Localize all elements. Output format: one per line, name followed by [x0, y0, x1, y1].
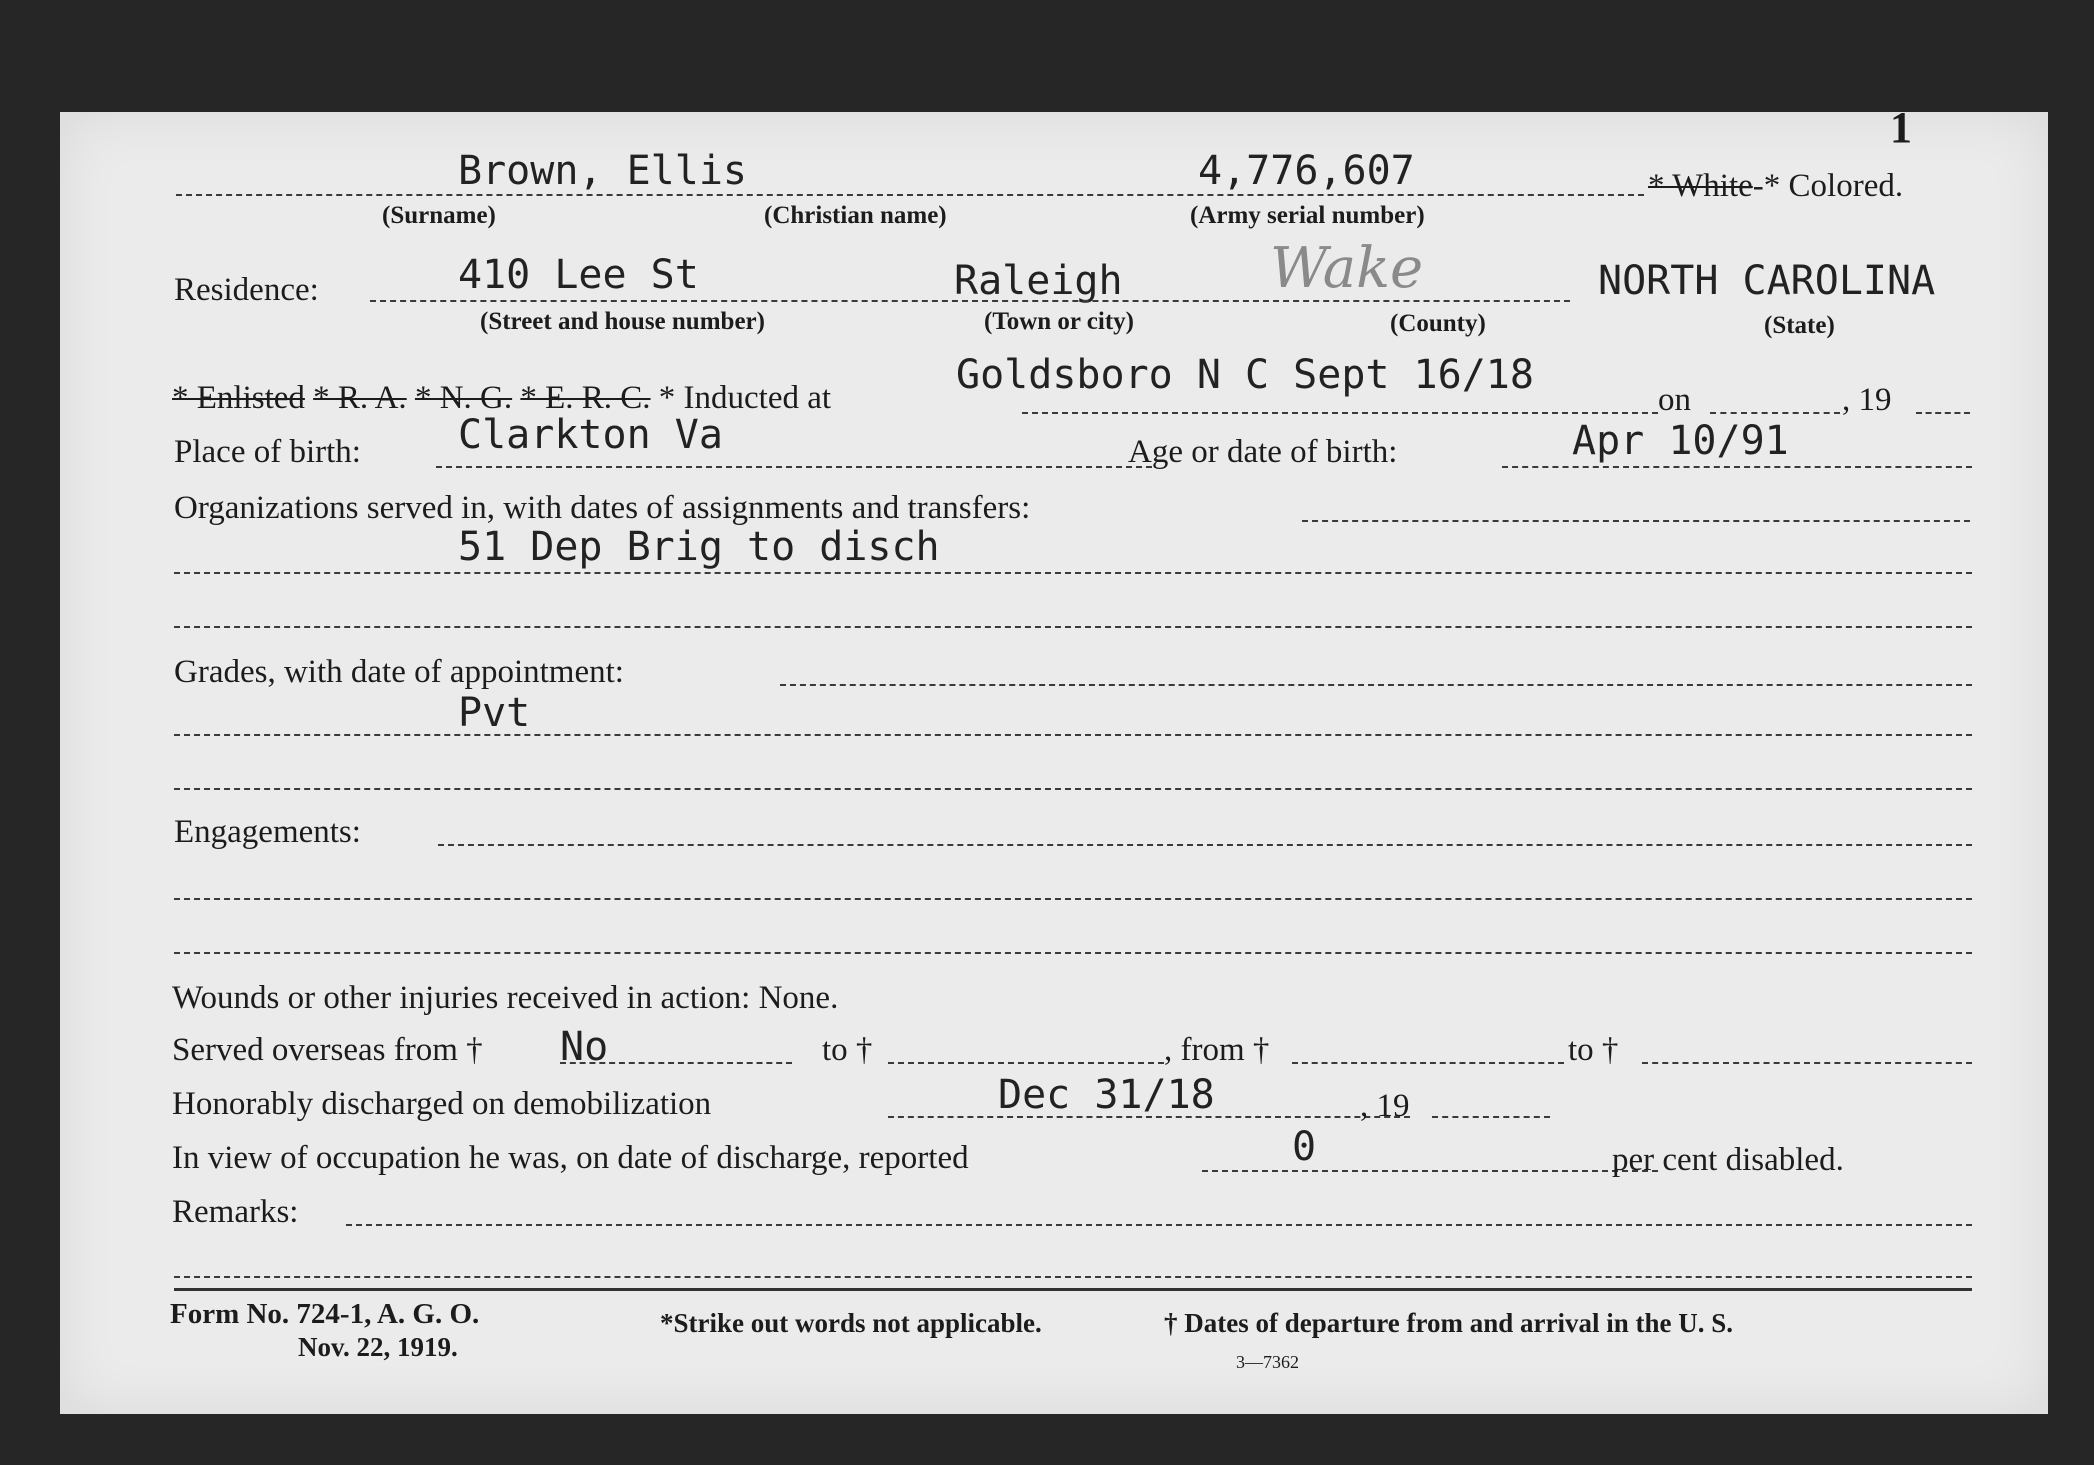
- engagements-line-1: [438, 844, 1972, 846]
- overseas-to-line: [888, 1062, 1164, 1064]
- overseas-from2-label: , from †: [1164, 1032, 1270, 1068]
- service-record-card: [60, 103, 2048, 1414]
- disability-line: [1202, 1170, 1658, 1172]
- inducted-at-label: * Inducted at: [658, 380, 832, 416]
- white-option: * White: [1648, 168, 1753, 204]
- colored-option: * Colored.: [1763, 168, 1904, 204]
- engagements-label: Engagements:: [174, 814, 361, 850]
- place-of-birth-label: Place of birth:: [174, 434, 361, 470]
- footer-rule: [174, 1288, 1972, 1291]
- overseas-from2-line: [1292, 1062, 1564, 1064]
- on-line: [1710, 412, 1840, 414]
- strike-out-note: *Strike out words not applicable.: [660, 1308, 1042, 1338]
- grades-line-1: [780, 684, 1972, 686]
- remarks-line-2: [174, 1276, 1972, 1278]
- grades-value: Pvt: [458, 690, 531, 736]
- wounds-value: None.: [758, 980, 839, 1016]
- place-of-birth-line: [436, 466, 1152, 468]
- county-value: Wake: [1270, 236, 1424, 301]
- organizations-line-3: [174, 626, 1972, 628]
- grades-line-2: [174, 734, 1972, 736]
- remarks-line-1: [346, 1224, 1972, 1226]
- year-line: [1916, 412, 1970, 414]
- inducted-line: [1022, 412, 1658, 414]
- ng-option: * N. G.: [414, 380, 513, 416]
- engagements-line-2: [174, 898, 1972, 900]
- overseas-to2-line: [1642, 1062, 1972, 1064]
- town-value: Raleigh: [954, 258, 1123, 304]
- surname-label: (Surname): [382, 202, 496, 229]
- organizations-value: 51 Dep Brig to disch: [458, 524, 940, 570]
- departure-dates-note: † Dates of departure from and arrival in the U. S.: [1164, 1308, 1733, 1338]
- date-of-birth-line: [1502, 466, 1972, 468]
- overseas-label: Served overseas from †: [172, 1032, 483, 1068]
- print-code: 3—7362: [1236, 1352, 1299, 1372]
- engagements-line-3: [174, 952, 1972, 954]
- army-serial-value: 4,776,607: [1198, 148, 1415, 194]
- organizations-label: Organizations served in, with dates of assignments and transfers:: [174, 490, 1031, 526]
- disability-label: In view of occupation he was, on date of discharge, reported: [172, 1140, 969, 1176]
- overseas-to-label: to †: [822, 1032, 873, 1068]
- organizations-line-1: [1302, 520, 1970, 522]
- ra-option: * R. A.: [313, 380, 407, 416]
- disability-suffix: per cent disabled.: [1612, 1142, 1844, 1178]
- surname-christian-value: Brown, Ellis: [458, 148, 747, 194]
- race-options: [1648, 168, 1903, 205]
- discharge-label: Honorably discharged on demobilization: [172, 1086, 712, 1122]
- disability-value: 0: [1292, 1124, 1317, 1170]
- christian-name-label: (Christian name): [764, 202, 947, 229]
- overseas-from-line: [560, 1062, 792, 1064]
- serial-label: (Army serial number): [1190, 202, 1425, 229]
- enlisted-option: * Enlisted: [172, 380, 305, 416]
- discharge-year-label: , 19: [1360, 1088, 1410, 1124]
- inducted-value: Goldsboro N C Sept 16/18: [956, 352, 1534, 398]
- card-number: 1: [1890, 103, 1912, 152]
- year-label: , 19: [1842, 382, 1892, 418]
- residence-label: Residence:: [174, 272, 319, 308]
- organizations-line-2: [174, 572, 1972, 574]
- state-label: (State): [1764, 312, 1835, 339]
- overseas-to2-label: to †: [1568, 1032, 1619, 1068]
- discharge-value: Dec 31/18: [998, 1072, 1215, 1118]
- county-label: (County): [1390, 310, 1486, 337]
- discharge-line: [888, 1116, 1410, 1118]
- town-label: (Town or city): [984, 308, 1134, 335]
- grades-label: Grades, with date of appointment:: [174, 654, 624, 690]
- street-label: (Street and house number): [480, 308, 765, 335]
- date-of-birth-label: Age or date of birth:: [1128, 434, 1398, 470]
- remarks-label: Remarks:: [172, 1194, 299, 1230]
- erc-option: * E. R. C.: [520, 380, 651, 416]
- race-dash: -: [1752, 168, 1764, 204]
- grades-line-3: [174, 788, 1972, 790]
- wounds-label: Wounds or other injuries received in action:: [172, 980, 751, 1016]
- on-label: on: [1658, 382, 1691, 418]
- state-value: NORTH CAROLINA: [1598, 258, 1936, 304]
- form-number: Form No. 724-1, A. G. O.: [170, 1298, 480, 1330]
- date-of-birth-value: Apr 10/91: [1572, 418, 1789, 464]
- discharge-year-line: [1432, 1116, 1550, 1118]
- wounds-line: [172, 980, 838, 1017]
- form-date: Nov. 22, 1919.: [298, 1332, 458, 1362]
- residence-line: [370, 300, 1570, 302]
- street-value: 410 Lee St: [458, 252, 699, 298]
- overseas-from-value: No: [560, 1024, 609, 1070]
- place-of-birth-value: Clarkton Va: [458, 412, 723, 458]
- name-line: [176, 194, 1644, 196]
